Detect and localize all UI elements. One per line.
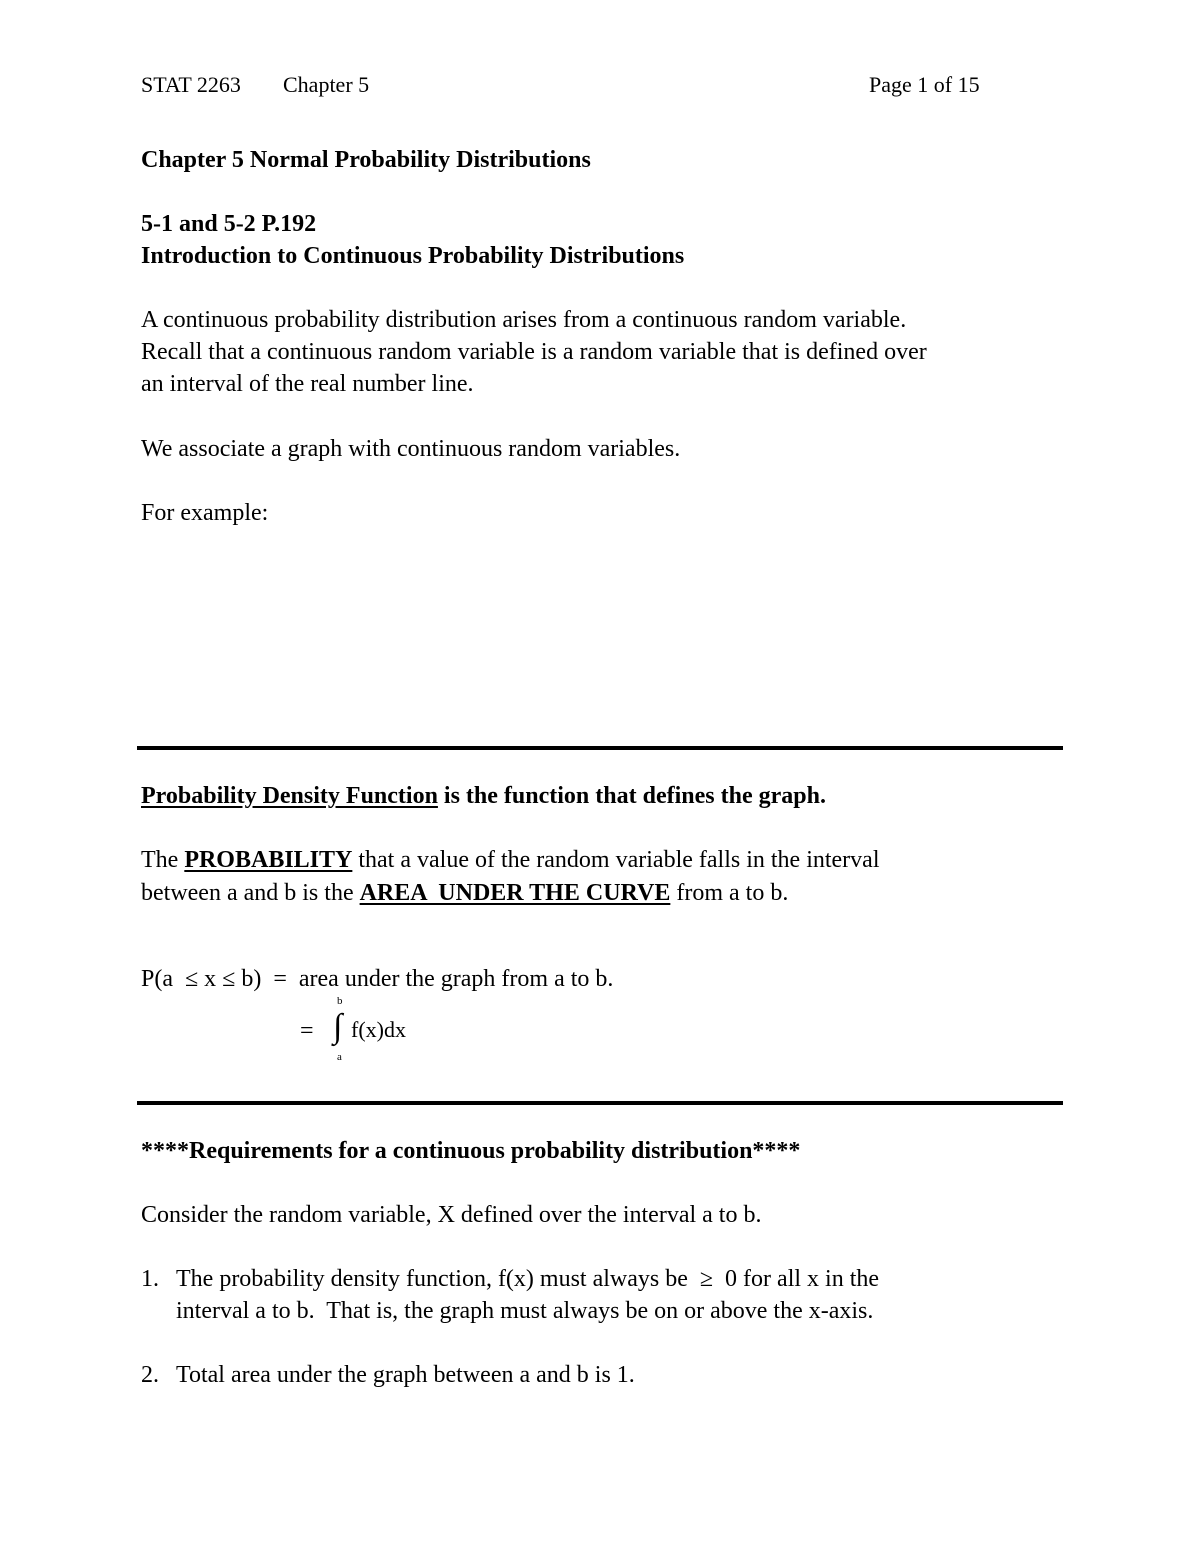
requirement-1-number: 1. [141,1266,159,1292]
header-chapter: Chapter 5 [283,72,370,97]
pdf-definition-text: is the function that defines the graph. [437,783,826,809]
graph-note: We associate a graph with continuous random variables. [141,436,681,462]
section-divider-1 [137,746,1063,750]
probability-line-1-pre: The [141,847,185,873]
pdf-definition [141,784,826,808]
section-divider-2 [137,1101,1063,1105]
probability-line-2-post: from a to b. [670,880,789,906]
probability-formula: P(a ≤ x ≤ b) = area under the graph from a to b. [141,966,614,992]
section-heading: Introduction to Continuous Probability Distributions [141,243,685,269]
probability-line-2-pre: between a and b is the [141,880,360,906]
probability-line-1 [141,848,880,872]
intro-line-2: Recall that a continuous random variable is a random variable that is defined over [141,339,927,365]
header-page-number: Page 1 of 15 [869,72,980,97]
requirement-2-line-1: Total area under the graph between a and b is 1. [176,1362,635,1388]
integral-upper-limit: b [337,995,343,1007]
requirement-2-number: 2. [141,1362,159,1388]
chapter-title: Chapter 5 Normal Probability Distributions [141,147,591,173]
probability-line-2 [141,881,788,905]
pdf-term: Probability Density Function [141,783,438,809]
integral-sign: ∫ [333,1008,343,1045]
probability-term: PROBABILITY [184,847,353,873]
integral-equals: = [300,1018,314,1044]
intro-line-1: A continuous probability distribution arises from a continuous random variable. [141,307,907,333]
probability-line-1-post: that a value of the random variable falls in the interval [352,847,880,873]
area-under-curve-term: AREA UNDER THE CURVE [359,880,671,906]
section-number: 5-1 and 5-2 P.192 [141,211,317,237]
requirements-intro: Consider the random variable, X defined over the interval a to b. [141,1202,762,1228]
header-course: STAT 2263 [141,72,241,97]
requirements-heading: ****Requirements for a continuous probability distribution**** [141,1138,801,1164]
integral-lower-limit: a [337,1051,342,1063]
intro-line-3: an interval of the real number line. [141,371,474,397]
integrand: f(x)dx [351,1017,406,1042]
requirement-1-line-2: interval a to b. That is, the graph must always be on or above the x-axis. [176,1298,874,1324]
example-label: For example: [141,500,269,526]
requirement-1-line-1: The probability density function, f(x) must always be ≥ 0 for all x in the [176,1266,880,1292]
